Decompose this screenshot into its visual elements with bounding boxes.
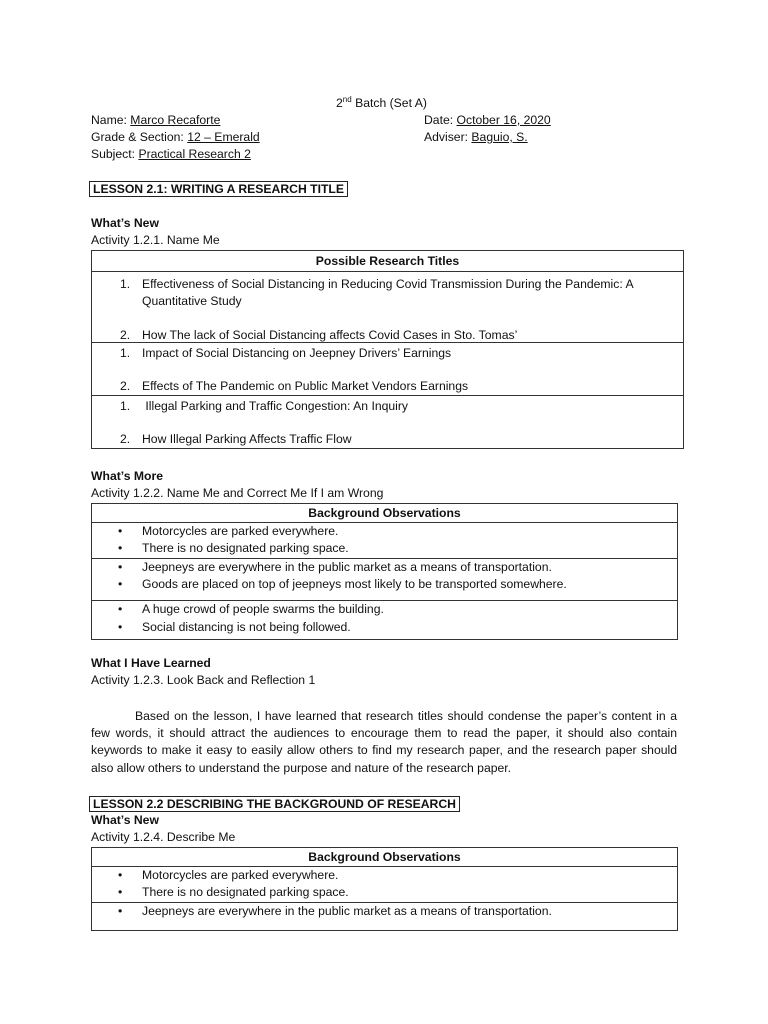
grade-value: 12 – Emerald	[187, 130, 260, 144]
table-row	[92, 559, 678, 601]
research-titles-table	[91, 250, 684, 449]
background-observations-table	[91, 503, 678, 640]
date-line: Date: October 16, 2020	[424, 113, 551, 127]
list-item: • There is no designated parking space.	[118, 885, 349, 899]
table-row	[92, 523, 678, 559]
what-i-have-learned-heading: What I Have Learned	[91, 656, 211, 670]
whats-more-heading: What’s More	[91, 469, 163, 483]
list-item: • Social distancing is not being followed.	[118, 620, 351, 634]
activity-1-2-1: Activity 1.2.1. Name Me	[91, 233, 220, 247]
table-header: Possible Research Titles	[92, 251, 684, 272]
table-header: Background Observations	[92, 848, 678, 867]
lesson-2-1-title: LESSON 2.1: WRITING A RESEARCH TITLE	[89, 181, 348, 197]
subject-line: Subject: Practical Research 2	[91, 147, 251, 161]
activity-1-2-2: Activity 1.2.2. Name Me and Correct Me If I am Wrong	[91, 486, 384, 500]
activity-1-2-4: Activity 1.2.4. Describe Me	[91, 830, 236, 844]
whats-new-heading-2: What’s New	[91, 813, 159, 827]
grade-line: Grade & Section: 12 – Emerald	[91, 130, 260, 144]
list-item: 1. Impact of Social Distancing on Jeepney Drivers’ Earnings	[120, 346, 452, 360]
table-header: Background Observations	[92, 504, 678, 523]
list-item: • Jeepneys are everywhere in the public market as a means of transportation.	[118, 904, 552, 918]
list-item: 1. Illegal Parking and Traffic Congestion: An Inquiry	[120, 399, 409, 413]
table-row	[92, 396, 684, 449]
whats-new-heading: What’s New	[91, 216, 159, 230]
list-item: • Motorcycles are parked everywhere.	[118, 524, 339, 538]
list-item: • Motorcycles are parked everywhere.	[118, 868, 339, 882]
subject-value: Practical Research 2	[138, 147, 251, 161]
table-row	[92, 272, 684, 343]
list-item: 2. How The lack of Social Distancing affects Covid Cases in Sto. Tomas’	[120, 328, 518, 342]
list-item: • Jeepneys are everywhere in the public market as a means of transportation.	[118, 560, 552, 574]
adviser-line: Adviser: Baguio, S.	[424, 130, 528, 144]
list-item-continued: Quantitative Study	[142, 294, 242, 308]
adviser-value: Baguio, S.	[471, 130, 528, 144]
list-item: 1. Effectiveness of Social Distancing in Reducing Covid Transmission During the Pandemic: A	[120, 277, 634, 291]
lesson-2-2-title: LESSON 2.2 DESCRIBING THE BACKGROUND OF RESEARCH	[89, 796, 460, 812]
reflection-paragraph: Based on the lesson, I have learned that research titles should condense the paper’s content in a few words, it should attract the audiences to encourage them to read the paper, it should also contain keywords to make it easy to easily allow others to find my research paper, and the research paper should also allow others to understand the purpose and nature of the research paper.	[91, 709, 677, 775]
activity-1-2-3: Activity 1.2.3. Look Back and Reflection 1	[91, 673, 316, 687]
name-line: Name: Marco Recaforte	[91, 113, 221, 127]
table-row	[92, 601, 678, 640]
table-row	[92, 903, 678, 931]
list-item: 2. Effects of The Pandemic on Public Market Vendors Earnings	[120, 379, 469, 393]
list-item: • Goods are placed on top of jeepneys most likely to be transported somewhere.	[118, 577, 567, 591]
list-item: 2. How Illegal Parking Affects Traffic Flow	[120, 432, 352, 446]
batch-title: 2nd Batch (Set A)	[336, 95, 427, 111]
list-item: • There is no designated parking space.	[118, 541, 349, 555]
table-row	[92, 343, 684, 396]
student-name: Marco Recaforte	[130, 113, 221, 127]
date-value: October 16, 2020	[456, 113, 551, 127]
list-item: • A huge crowd of people swarms the building.	[118, 602, 384, 616]
table-row	[92, 867, 678, 903]
background-observations-table-2	[91, 847, 678, 931]
